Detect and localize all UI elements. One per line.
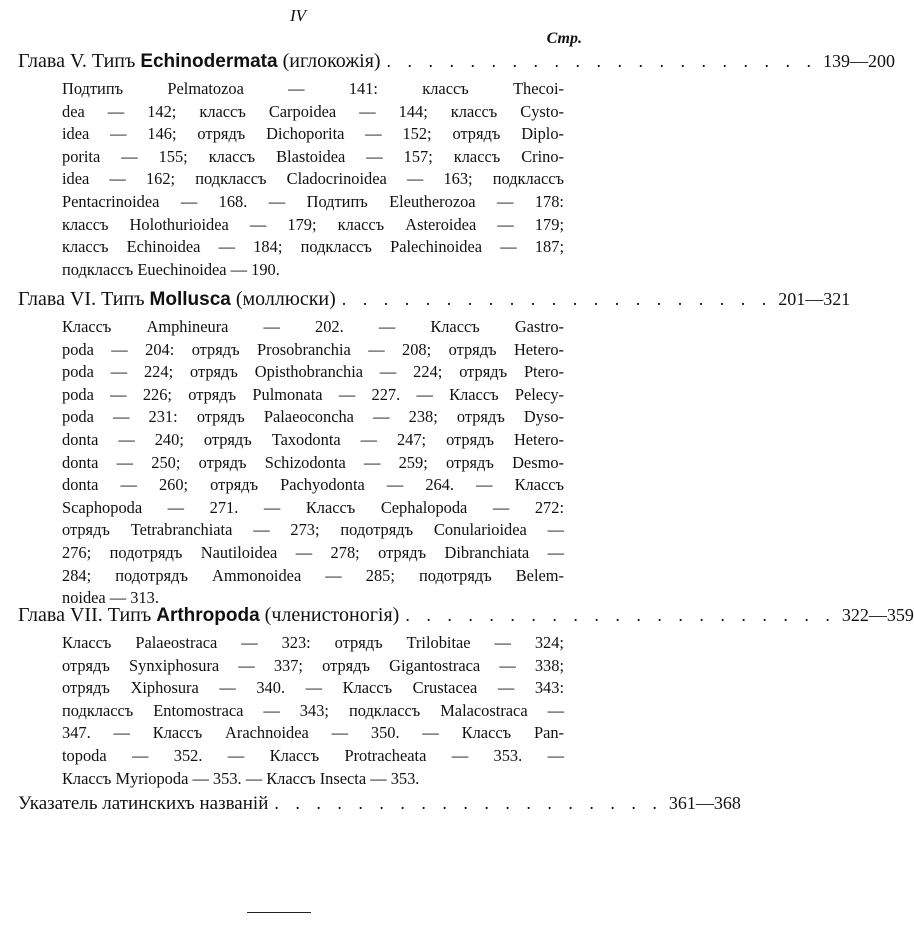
contents-line: классъ Holothurioidea — 179; классъ Asteroidea — 179; <box>62 214 564 234</box>
index-pages: 361—368 <box>668 793 741 813</box>
chapter-contents <box>62 78 564 281</box>
taxon-latin-name: Echinodermata <box>140 51 278 72</box>
chapter-heading <box>18 604 914 632</box>
leader-dots: . . . . . . . . . . . . . . . . . . . . . <box>341 289 773 309</box>
chapter-pages: 201—321 <box>778 289 851 309</box>
type-word: Типъ <box>101 288 145 310</box>
type-word: Типъ <box>91 50 136 72</box>
closing-rule <box>247 912 311 913</box>
leader-dots: . . . . . . . . . . . . . . . . . . . . . <box>405 605 836 625</box>
contents-line: donta — 260; отрядъ Pachyodonta — 264. — Классъ <box>62 475 564 495</box>
contents-line: Pentacrinoidea — 168. — Подтипъ Eleutherozoa — 178: <box>62 191 564 211</box>
type-word: Типъ <box>107 604 152 626</box>
index-entry <box>18 793 741 821</box>
contents-line: topoda — 352. — Классъ Protracheata — 353. — <box>62 745 564 765</box>
contents-line: 347. — Классъ Arachnoidea — 350. — Классъ Pan- <box>62 723 564 743</box>
contents-line: poda — 224; отрядъ Opisthobranchia — 224; отрядъ Ptero- <box>62 362 564 382</box>
contents-line: donta — 240; отрядъ Taxodonta — 247; отрядъ Hetero- <box>62 429 564 449</box>
index-label: Указатель латинскихъ названій <box>18 793 269 814</box>
contents-line: отрядъ Synxiphosura — 337; отрядъ Gigantostraca — 338; <box>62 655 564 675</box>
contents-line: Классъ Palaeostraca — 323: отрядъ Trilobitae — 324; <box>62 633 564 652</box>
chapter-pages: 322—359 <box>841 605 914 625</box>
chapter-contents <box>62 316 564 610</box>
contents-line: Scaphopoda — 271. — Классъ Cephalopoda — 272: <box>62 497 564 517</box>
contents-line: отрядъ Tetrabranchiata — 273; подотрядъ Conularioidea — <box>62 520 564 540</box>
contents-line: подклассъ Entomostraca — 343; подклассъ Malacostraca — <box>62 700 564 720</box>
chapter-label: Глава VII. <box>18 604 103 626</box>
contents-line: 284; подотрядъ Ammonoidea — 285; подотрядъ Belem- <box>62 565 564 585</box>
contents-line: подклассъ Euechinoidea — 190. <box>62 259 280 279</box>
contents-line: poda — 226; отрядъ Pulmonata — 227. — Классъ Pelecy- <box>62 384 564 404</box>
pages-column-header: Стр. <box>546 30 582 47</box>
page-number: IV <box>289 6 307 25</box>
chapter-heading <box>18 50 896 78</box>
chapter-entry <box>18 50 896 281</box>
chapter-heading <box>18 288 851 316</box>
contents-line: dea — 142; классъ Carpoidea — 144; классъ Cysto- <box>62 101 564 121</box>
contents-line: Классъ Amphineura — 202. — Классъ Gastro- <box>62 317 564 336</box>
taxon-russian-name: (иглокожія) <box>282 50 381 72</box>
chapter-label: Глава VI. <box>18 288 97 310</box>
chapter-entry <box>18 288 851 610</box>
contents-line: классъ Echinoidea — 184; подклассъ Palechinoidea — 187; <box>62 237 564 257</box>
contents-line: poda — 231: отрядъ Palaeoconcha — 238; отрядъ Dyso- <box>62 407 564 427</box>
chapter-pages: 139—200 <box>823 51 896 71</box>
taxon-russian-name: (моллюски) <box>235 288 336 310</box>
contents-line: отрядъ Xiphosura — 340. — Классъ Crustacea — 343: <box>62 678 564 698</box>
contents-line: idea — 162; подклассъ Cladocrinoidea — 163; подклассъ <box>62 169 564 189</box>
leader-dots: . . . . . . . . . . . . . . . . . . . <box>274 793 663 813</box>
contents-line: noidea — 313. <box>62 588 159 608</box>
contents-line: Классъ Myriopoda — 353. — Классъ Insecta — 353. <box>62 768 420 788</box>
contents-line: poda — 204: отрядъ Prosobranchia — 208; отрядъ Hetero- <box>62 339 564 359</box>
contents-line: 276; подотрядъ Nautiloidea — 278; отрядъ Dibranchiata — <box>62 542 564 562</box>
taxon-latin-name: Mollusca <box>149 289 231 310</box>
contents-line: idea — 146; отрядъ Dichoporita — 152; отрядъ Diplo- <box>62 124 564 144</box>
contents-line: donta — 250; отрядъ Schizodonta — 259; отрядъ Desmo- <box>62 452 564 472</box>
taxon-latin-name: Arthropoda <box>156 605 260 626</box>
contents-line: porita — 155; классъ Blastoidea — 157; классъ Crino- <box>62 146 564 166</box>
contents-line: Подтипъ Pelmatozoa — 141: классъ Thecoi- <box>62 79 564 98</box>
taxon-russian-name: (членистоногія) <box>264 604 400 626</box>
leader-dots: . . . . . . . . . . . . . . . . . . . . . <box>386 51 818 71</box>
chapter-contents <box>62 632 564 790</box>
chapter-entry <box>18 604 914 790</box>
chapter-label: Глава V. <box>18 50 87 72</box>
